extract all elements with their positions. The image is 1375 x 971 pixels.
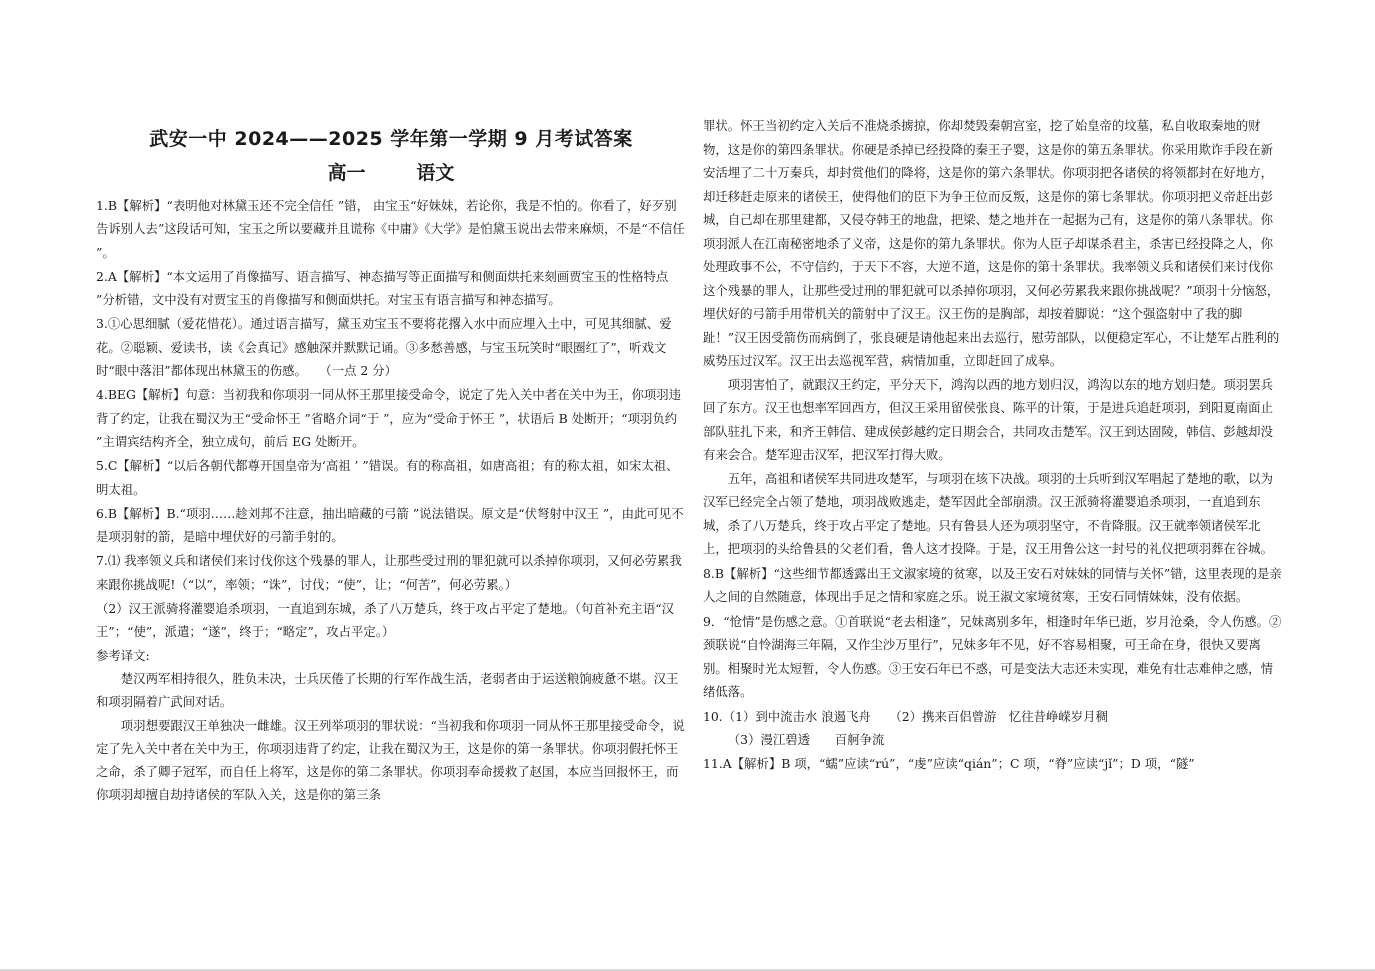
translation-paragraph: 楚汉两军相持很久，胜负未决，士兵厌倦了长期的行军作战生活，老弱者由于运送粮饷疲惫不堪。汉王和项羽隔着广武间对话。 bbox=[96, 670, 679, 710]
answer-1: 1.B【解析】“表明他对林黛玉还不完全信任 ”错， 由宝玉“好妹妹，若论你，我是不怕的。你看了，好歹别告诉别人去”这段话可知，宝玉之所以要藏并且谎称《中庸》《大学》是怕黛玉说出去带来麻烦，不是“不信任 ”。 bbox=[96, 198, 685, 260]
translation-heading: 参考译文: bbox=[96, 647, 150, 663]
answer-5: 5.C【解析】“以后各朝代都尊开国皇帝为‘高祖 ’ ”错误。有的称高祖，如唐高祖；有的称太祖，如宋太祖、明太祖。 bbox=[96, 458, 679, 497]
subject-label: 语文 bbox=[416, 162, 455, 184]
answer-8: 8.B【解析】“这些细节都透露出王文淑家境的贫寒，以及王安石对妹妹的同情与关怀”错，这里表现的是亲人之间的自然随意，体现出手足之情和家庭之乐。说王淑文家境贫寒，王安石同情妹妹，没有依据。 bbox=[703, 565, 1282, 604]
translation-paragraph: 项羽害怕了，就跟汉王约定，平分天下，鸿沟以西的地方划归汉，鸿沟以东的地方划归楚。项羽罢兵回了东方。汉王也想率军回西方，但汉王采用留侯张良、陈平的计策，于是进兵追赶项羽，到阳夏南面止部队驻扎下来，和齐王韩信、建成侯彭越约定日期会合，共同攻击楚军。汉王到达固陵，韩信、彭越却没有来会合。楚军迎击汉军，把汉军打得大败。 bbox=[703, 376, 1273, 462]
page-title: 武安一中 2024——2025 学年第一学期 9 月考试答案 bbox=[149, 128, 633, 150]
translation-paragraph: 项羽想要跟汉王单独决一雌雄。汉王列举项羽的罪状说：“当初我和你项羽一同从怀王那里接受命令，说定了先入关中者在关中为王，你项羽违背了约定，让我在蜀汉为王，这是你的第一条罪状。你项羽假托怀王之命，杀了卿子冠军，而自任上将军，这是你的第二条罪状。你项羽奉命援救了赵国，本应当回报怀王，而你项羽却擅自劫持诸侯的军队入关，这是你的第三条 bbox=[96, 717, 685, 803]
answer-2: 2.A【解析】“本文运用了肖像描写、语言描写、神态描写等正面描写和侧面烘托来刻画贾宝玉的性格特点 ”分析错，文中没有对贾宝玉的肖像描写和侧面烘托。对宝玉有语言描写和神态描写。 bbox=[96, 268, 669, 308]
answer-10-line1: 10.（1）到中流击水 浪遏飞舟 （2）携来百侣曾游 忆往昔峥嵘岁月稠 bbox=[703, 708, 1108, 724]
answer-7-1: 7.⑴ 我率领义兵和诸侯们来讨伐你这个残暴的罪人，让那些受过刑的罪犯就可以杀掉你项羽，又何必劳累我来跟你挑战呢!（“以”，率领；“诛”，讨伐；“使”，让；“何苦”，何必劳累。） bbox=[96, 553, 682, 592]
answer-4: 4.BEG【解析】句意：当初我和你项羽一同从怀王那里接受命令，说定了先入关中者在关中为王，你项羽违背了约定，让我在蜀汉为王“受命怀王 ”省略介词“于 ”，应为“受命于怀王 ”，状语后 B 处断开；“项羽负约 ”主谓宾结构齐全，独立成句，前后 EG 处断开。 bbox=[96, 387, 682, 449]
answer-6: 6.B【解析】B.“项羽……趁刘邦不注意，抽出暗藏的弓箭 ”说法错误。原文是“伏弩射中汉王 ”，由此可见不是项羽射的箭，是暗中埋伏好的弓箭手射的。 bbox=[96, 505, 684, 545]
answer-3: 3.①心思细腻（爱花惜花）。通过语言描写，黛玉劝宝玉不要将花撂入水中而应埋入土中，可见其细腻、爱花。②聪颖、爱读书，读《会真记》感触深并默默记诵。③多愁善感，与宝玉玩笑时“眼圈红了”，听戏文时“眼中落泪”都体现出林黛玉的伤感。 （一点 2 分） bbox=[96, 316, 672, 379]
left-column bbox=[96, 126, 686, 807]
translation-paragraph: 罪状。怀王当初约定入关后不准烧杀掳掠，你却焚毁秦朝宫室，挖了始皇帝的坟墓，私自收取秦地的财物，这是你的第四条罪状。你硬是杀掉已经投降的秦王子婴，这是你的第五条罪状。你采用欺诈手段在新安活埋了二十万秦兵，却封赏他们的降将，这是你的第六条罪状。你项羽把各诸侯的将领都封在好地方，却迁移赶走原来的诸侯王，使得他们的臣下为争王位而反叛，这是你的第七条罪状。你项羽把义帝赶出彭城，自己却在那里建都，又侵夺韩王的地盘，把梁、楚之地并在一起据为己有，这是你的第八条罪状。你项羽派人在江南秘密地杀了义帝，这是你的第九条罪状。你为人臣子却谋杀君主，杀害已经投降之人，你处理政事不公，不守信约，于天下不容，大逆不道，这是你的第十条罪状。我率领义兵和诸侯们来讨伐你这个残暴的罪人，让那些受过刑的罪犯就可以杀掉你项羽，又何必劳累我来跟你挑战呢？”项羽十分恼怒，埋伏好的弓箭手用带机关的箭射中了汉王。汉王伤的是胸部，却按着脚说：“这个强盗射中了我的脚趾！”汉王因受箭伤而病倒了，张良硬是请他起来出去巡行，慰劳部队，以便稳定军心，不让楚军占胜利的威势压过汉军。汉王出去巡视军营，病情加重，立即赶回了成皋。 bbox=[703, 118, 1280, 368]
answer-11: 11.A【解析】B 项，“蠕”应读“rú”，“虔”应读“qián”；C 项，“脊”应读“jǐ”；D 项，“隧” bbox=[703, 755, 1195, 771]
answer-9: 9．“怆情”是伤感之意。①首联说“老去相逢”，兄妹离别多年，相逢时年华已逝，岁月沧桑，令人伤感。②颈联说“自怜湖海三年隔，又作尘沙万里行”，兄妹多年不见，好不容易相聚，可王命在身，很快又要离别。相聚时光太短暂，令人伤感。③王安石年已不惑，可是变法大志还未实现，难免有壮志难伸之感，情绪低落。 bbox=[703, 613, 1282, 699]
translation-paragraph: 五年，高祖和诸侯军共同进攻楚军，与项羽在垓下决战。项羽的士兵听到汉军唱起了楚地的歌，以为汉军已经完全占领了楚地，项羽战败逃走，楚军因此全部崩溃。汉王派骑将灌婴追杀项羽，一直追到东城，杀了八万楚兵，终于攻占平定了楚地。只有鲁县人还为项羽坚守，不肯降服。汉王就率领诸侯军北上，把项羽的头给鲁县的父老们看，鲁人这才投降。于是，汉王用鲁公这一封号的礼仪把项羽葬在谷城。 bbox=[703, 470, 1273, 556]
answer-10-line2: （3）漫江碧透 百舸争流 bbox=[727, 732, 885, 747]
page-subtitle bbox=[96, 160, 686, 186]
grade-label: 高一 bbox=[327, 162, 366, 184]
answer-7-2: （2）汉王派骑将灌婴追杀项羽，一直追到东城，杀了八万楚兵，终于攻占平定了楚地。（句首补充主语“汉王”；“使”，派遣；“遂”，终于；“略定”，攻占平定。） bbox=[96, 601, 674, 640]
right-column bbox=[703, 114, 1283, 775]
